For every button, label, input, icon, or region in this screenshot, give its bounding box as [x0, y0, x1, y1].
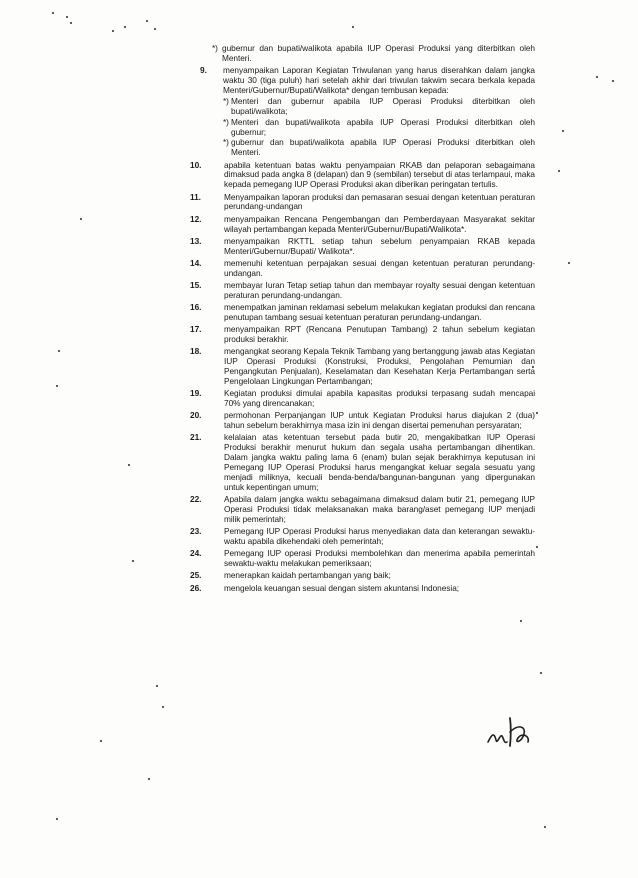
item-text: Apabila dalam jangka waktu sebagaimana dimaksud dalam butir 21, pemegang IUP Operasi Produksi tidak melaksanakan maka barang/aset pemegang IUP menjadi milik pemerintah;	[224, 494, 535, 525]
item-number: 15.	[190, 280, 202, 291]
item-text: memenuhi ketentuan perpajakan sesuai dengan ketentuan peraturan perundang-undangan.	[224, 257, 535, 278]
list-item-16	[190, 303, 535, 323]
scan-speck	[58, 350, 60, 352]
item-text: menerapkan kaidah pertambangan yang baik;	[224, 570, 391, 581]
list-item-26	[190, 584, 535, 594]
item-text: membayar Iuran Tetap setiap tahun dan membayar royalty sesuai dengan ketentuan peraturan perundang-undangan.	[224, 280, 535, 300]
subitem-mark: *)	[223, 95, 229, 106]
scan-speck	[124, 26, 126, 28]
subitem	[223, 97, 535, 117]
lead-subitem	[190, 44, 535, 64]
scan-speck	[154, 28, 156, 30]
item-number: 25.	[190, 570, 202, 581]
item-text: Kegiatan produksi dimulai apabila kapasitas produksi terpasang sudah mencapai 70% yang direncanakan;	[224, 388, 535, 409]
item-number: 21.	[190, 432, 202, 443]
item-number: 20.	[190, 410, 202, 421]
scan-speck	[52, 12, 54, 14]
scan-speck	[562, 130, 564, 132]
item-number: 26.	[190, 582, 202, 593]
list-item-19	[190, 389, 535, 409]
scan-speck	[612, 80, 614, 82]
item-number: 17.	[190, 324, 202, 335]
item-text: menempatkan jaminan reklamasi sebelum melakukan kegiatan produksi dan rencana penutupan tambang sesuai ketentuan peraturan perundang-undangan.	[224, 302, 535, 323]
item-number: 22.	[190, 494, 202, 505]
scan-speck	[66, 16, 68, 18]
scan-speck	[558, 170, 560, 172]
scan-speck	[128, 464, 130, 466]
scan-speck	[100, 740, 102, 742]
list-item-21	[190, 433, 535, 492]
subitem-text: Menteri dan gubernur apabila IUP Operasi Produksi diterbitkan oleh bupati/walikota;	[231, 95, 535, 116]
subitem-mark: *)	[223, 116, 229, 127]
item-text: Pemegang IUP operasi Produksi membolehkan dan menerima apabila pemerintah sewaktu-waktu melakukan pemeriksaan;	[224, 548, 535, 569]
list-item-14	[190, 259, 535, 279]
item-text: mengelola keuangan sesuai dengan sistem akuntansi Indonesia;	[224, 582, 460, 593]
item-text: Pemegang IUP Operasi Produksi harus menyediakan data dan keterangan sewaktu-waktu apabila dikehendaki oleh pemerintah;	[224, 526, 535, 547]
item-number: 16.	[190, 302, 202, 313]
scan-speck	[146, 20, 148, 22]
list-item-22	[190, 495, 535, 525]
item-number: 12.	[190, 213, 202, 224]
scan-speck	[520, 620, 522, 622]
item-number: 19.	[190, 388, 202, 399]
subitem	[223, 138, 535, 158]
item-text: menyampaikan Laporan Kegiatan Triwulanan yang harus diserahkan dalam jangka waktu 30 (tiga puluh) hari setelah akhir dari triwulan takwim secara berkala kepada Menteri/Gubernur/Bupati/Walikota* dengan tembusan kepada:	[223, 65, 535, 95]
list-item-25	[190, 571, 535, 581]
scan-speck	[540, 672, 542, 674]
subitem-text: gubernur dan bupati/walikota apabila IUP Operasi Produksi yang diterbitkan oleh Menteri.	[222, 43, 535, 63]
item-number: 9.	[200, 65, 207, 76]
list-item-11	[190, 193, 535, 213]
scan-speck	[56, 385, 58, 387]
item-text: kelalaian atas ketentuan tersebut pada butir 20, mengakibatkan IUP Operasi Produksi berakhir menurut hukum dan segala usaha pertambangan dihentikan. Dalam jangka waktu paling lama 6 (enam) bulan sejak berakhirnya keputusan ini Pemegang IUP Operasi Produksi harus mengangkat keluar segala sesuatu yang menjadi miliknya, kecuali benda-benda/bangunan-bangunan yang dipergunakan untuk kepentingan umum;	[224, 432, 535, 493]
document-body	[190, 44, 535, 594]
scan-speck	[536, 546, 538, 548]
scan-speck	[162, 706, 164, 708]
scan-speck	[352, 26, 354, 28]
scan-speck	[596, 76, 598, 78]
scan-speck	[568, 262, 570, 264]
subitem	[223, 118, 535, 138]
list-item-15	[190, 281, 535, 301]
item-text: menyampaikan Rencana Pengembangan dan Pemberdayaan Masyarakat sekitar wilayah pertambangan kepada Menteri/Gubernur/Bupati/Walikota*.	[224, 213, 535, 234]
item-text: menyampaikan RPT (Rencana Penutupan Tambang) 2 tahun sebelum kegiatan produksi berakhir.	[224, 324, 535, 345]
list-item-9	[190, 66, 535, 158]
scan-speck	[132, 560, 134, 562]
item-text: menyampaikan RKTTL setiap tahun sebelum penyampaian RKAB kepada Menteri/Gubernur/Bupati/ Walikota*.	[224, 235, 535, 256]
list-item-12	[190, 215, 535, 235]
scan-speck	[536, 412, 538, 414]
scan-speck	[70, 22, 72, 24]
list-item-24	[190, 549, 535, 569]
item-text: mengangkat seorang Kepala Teknik Tambang yang bertanggung jawab atas Kegiatan IUP Operasi Produksi (Konstruksi, Produksi, Pengolahan Pemurnian dan Pengangkutan Penjualan), Keselamatan dan Kesehatan Kerja Pertambangan serta Pengelolaan Lingkungan Pertambangan;	[224, 346, 535, 387]
scan-speck	[112, 30, 114, 32]
item-text: permohonan Perpanjangan IUP untuk Kegiatan Produksi harus diajukan 2 (dua) tahun sebelum berakhirnya masa izin ini dengan disertai pemenuhan persyaratan;	[224, 410, 535, 431]
list-item-23	[190, 527, 535, 547]
list-item-10	[190, 161, 535, 191]
scan-speck	[544, 826, 546, 828]
subitem-text: Menteri dan bupati/walikota apabila IUP Operasi Produksi diterbitkan oleh gubernur;	[231, 116, 535, 137]
item-number: 11.	[190, 191, 201, 202]
scan-speck	[156, 685, 158, 687]
scan-speck	[56, 818, 58, 820]
list-item-13	[190, 237, 535, 257]
item-number: 13.	[190, 235, 202, 246]
subitem-mark: *)	[212, 43, 218, 53]
list-item-18	[190, 347, 535, 387]
list-item-17	[190, 325, 535, 345]
handwritten-initials	[484, 712, 544, 752]
list-item-20	[190, 411, 535, 431]
item-number: 14.	[190, 257, 202, 268]
item-number: 10.	[190, 159, 202, 170]
scan-speck	[80, 218, 82, 220]
item-number: 23.	[190, 526, 202, 537]
subitem-text: gubernur dan bupati/walikota apabila IUP Operasi Produksi diterbitkan oleh Menteri.	[231, 137, 535, 158]
item-text: apabila ketentuan batas waktu penyampaian RKAB dan pelaporan sebagaimana dimaksud pada angka 8 (delapan) dan 9 (sembilan) tersebut di atas terlampaui, maka kepada pemegang IUP Operasi Produksi akan diberikan peringatan tertulis.	[224, 159, 535, 190]
item-number: 24.	[190, 548, 202, 559]
scan-speck	[148, 778, 150, 780]
subitem-mark: *)	[223, 137, 229, 148]
item-number: 18.	[190, 346, 202, 357]
item-text: Menyampaikan laporan produksi dan pemasaran sesuai dengan ketentuan peraturan perundang-undangan	[224, 191, 535, 212]
